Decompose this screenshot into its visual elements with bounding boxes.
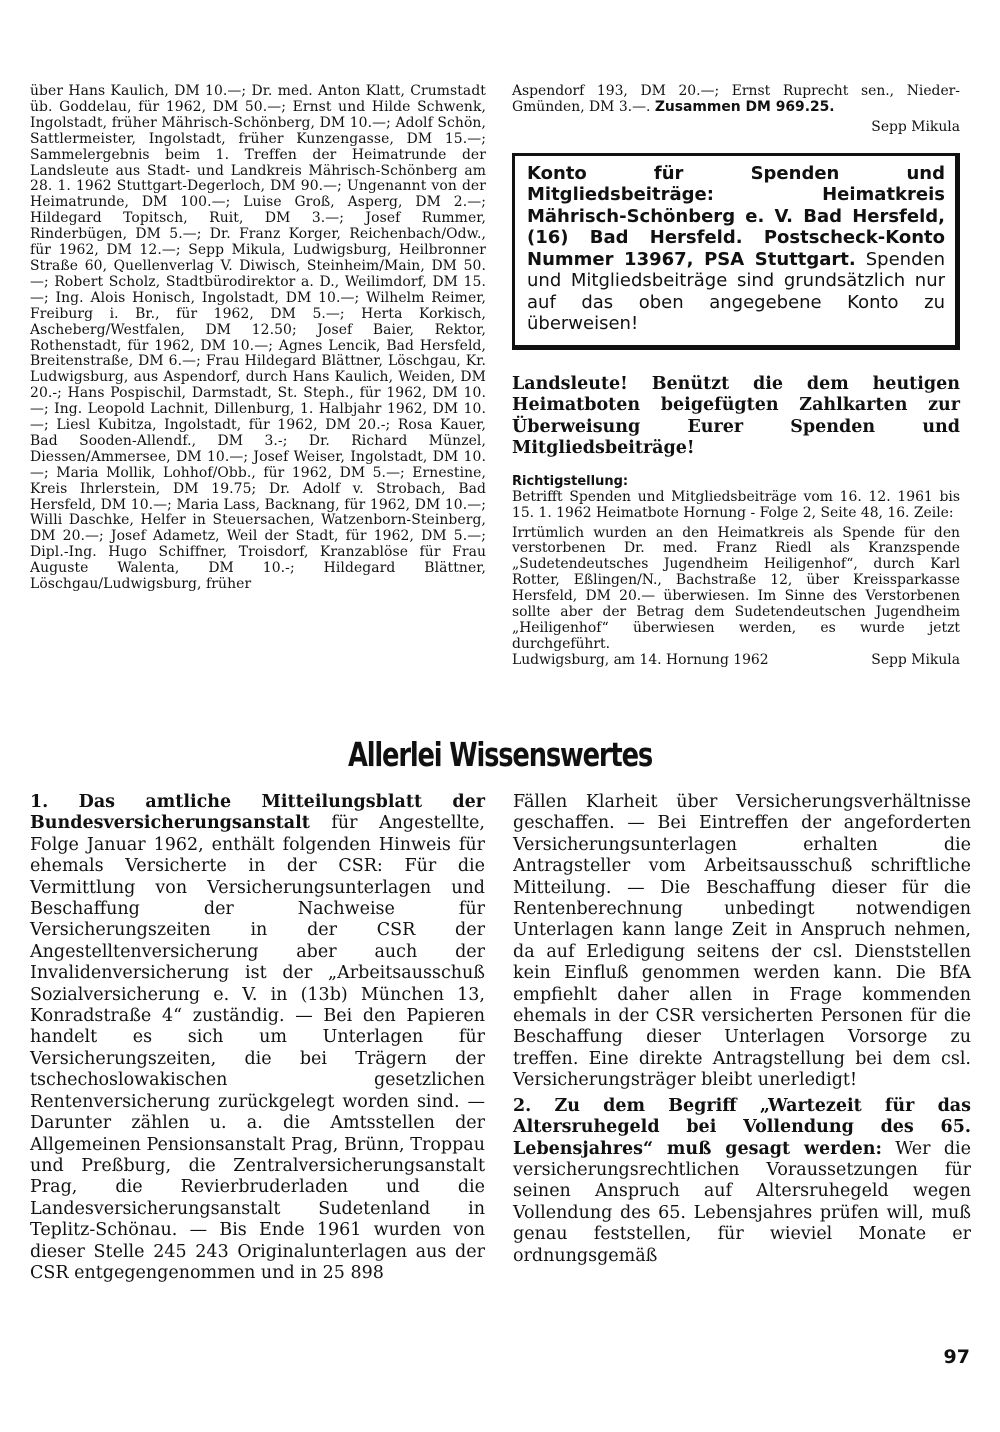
article-item-1-continued: Fällen Klarheit über Versicherungsverhältnisse geschaffen. — Bei Eintreffen der angeforderten Versicherungsunterlagen erhalten die Antragsteller vom Arbeitsausschuß schriftliche Mitteilung. — Die Beschaffung dieser für die Rentenberechnung unbedingt notwendigen Unterlagen kann lange Zeit in Anspruch nehmen, da auf Erledigung seitens der csl. Dienststellen kein Einfluß genommen werden kann. Die BfA empfiehlt daher allen in Frage kommenden ehemals in der CSR versicherten Personen für die Beschaffung dieser Unterlagen Vorsorge zu treffen. Eine direkte Antragstellung bei dem csl. Versicherungsträger bleibt unerledigt! [513, 792, 971, 1091]
article-item-1-text: für Angestellte, Folge Januar 1962, enthält folgenden Hinweis für ehemals Versicherte in der CSR: Für die Vermittlung von Versicherungsunterlagen und Beschaffung der Nachweise für Versicherungszeiten in der CSR der Angestelltenversicherung aber auch der Invalidenversicherung ist der „Arbeitsausschuß Sozialversicherung e. V. in (13b) München 13, Konradstraße 4“ zuständig. — Bei den Papieren handelt es sich um Unterlagen für Versicherungszeiten, die bei Trägern der tschechoslowakischen gesetzlichen Rentenversicherung zurückgelegt worden sind. — Darunter zählen u. a. die Amtsstellen der Allgemeinen Pensionsanstalt Prag, Brünn, Troppau und Preßburg, die Zentralversicherungsanstalt Prag, die Revierbruderladen und die Landesversicherungsanstalt Sudetenland in Teplitz-Schönau. — Bis Ende 1961 wurden von dieser Stelle 245 243 Originalunterlagen aus der CSR entgegengenommen und in 25 898 [30, 813, 485, 1283]
correction-paragraph-2: Irrtümlich wurden an den Heimatkreis als Spende für den verstorbenen Dr. med. Franz Riedl als Kranzspende „Sudetendeutsches Jugendheim Heiligenhof“, durch Karl Rotter, Eßlingen/N., Bachstraße 12, über Kreissparkasse Hersfeld, DM 20.— überwiesen. Im Sinne des Verstorbenen sollte aber der Betrag dem Sudetendeutschen Jugendheim „Heiligenhof“ überwiesen werden, es wurde jetzt durchgeführt. [512, 524, 960, 652]
article-item-2 [513, 1096, 971, 1267]
correction-place-date: Ludwigsburg, am 14. Hornung 1962 [512, 651, 769, 668]
section-headline: Allerlei Wissenswertes [347, 735, 653, 774]
correction-signature: Sepp Mikula [871, 651, 960, 668]
bank-account-box [512, 153, 960, 350]
donation-total: Zusammen DM 969.25. [654, 98, 835, 115]
article-column-right [513, 792, 971, 1267]
correction-heading: Richtigstellung: [512, 473, 629, 489]
correction-paragraph-1: Betrifft Spenden und Mitgliedsbeiträge vom 16. 12. 1961 bis 15. 1. 1962 Heimatbote Hornung - Folge 2, Seite 48, 16. Zeile: [512, 488, 960, 521]
list-signature: Sepp Mikula [871, 118, 960, 135]
right-top-column [512, 84, 960, 669]
article-column-left [30, 792, 485, 1284]
article-item-2-lead: 2. Zu dem Begriff „Wartezeit für das Altersruhegeld bei Vollendung des 65. Lebensjahres“ muß gesagt werden: [513, 1095, 971, 1159]
donation-list-column [30, 84, 486, 593]
article-item-1 [30, 792, 485, 1284]
continuation-text: Aspendorf 193, DM 20.—; Ernst Ruprecht sen., Nieder-Gmünden, DM 3.—. [512, 83, 960, 115]
page-number: 97 [943, 1346, 970, 1368]
bank-account-bold-text: Konto für Spenden und Mitgliedsbeiträge: Heimatkreis Mährisch-Schönberg e. V. Bad Hersfeld, (16) Bad Hersfeld. Postscheck-Konto Nummer 13967, PSA Stuttgart. [527, 162, 945, 270]
article-item-2-text: Wer die versicherungsrechtlichen Voraussetzungen für seinen Anspruch auf Altersruhegeld wegen Vollendung des 65. Lebensjahres prüfen will, muß genau feststellen, für wieviel Monate er ordnungsgemäß [513, 1138, 971, 1266]
donation-list-continuation [512, 84, 960, 116]
bank-account-note: Spenden und Mitgliedsbeiträge sind grundsätzlich nur auf das oben angegebene Konto zu überweisen! [527, 248, 945, 335]
donation-list-text: über Hans Kaulich, DM 10.—; Dr. med. Anton Klatt, Crumstadt üb. Goddelau, für 1962, DM 50.—; Ernst und Hilde Schwenk, Ingolstadt, früher Mährisch-Schönberg, DM 10.—; Adolf Schön, Sattlermeister, Ingolstadt, früher Kunzengasse, DM 15.—; Sammelergebnis beim 1. Treffen der Heimatrunde der Landsleute aus Stadt- und Landkreis Mährisch-Schönberg am 28. 1. 1962 Stuttgart-Degerloch, DM 90.—; Ungenannt von der Heimatrunde, DM 100.—; Luise Groß, Asperg, DM 2.—; Hildegard Topitsch, Ruit, DM 3.—; Josef Rummer, Rinderbügen, DM 5.—; Dr. Franz Korger, Reichenbach/Odw., für 1962, DM 12.—; Sepp Mikula, Ludwigsburg, Heilbronner Straße 60, Quellenverlag V. Diwisch, Steinheim/Main, DM 50.—; Robert Scholz, Stadtbürodirektor a. D., Weilimdorf, DM 15.—; Ing. Alois Honisch, Ingolstadt, DM 10.—; Wilhelm Reimer, Freiburg i. Br., für 1962, DM 5.—; Herta Korkisch, Ascheberg/Westfalen, DM 12.50; Josef Baier, Rektor, Rothenstadt, für 1962, DM 10.—; Agnes Lencik, Bad Hersfeld, Breitenstraße, DM 6.—; Frau Hildegard Blättner, Löschgau, Kr. Ludwigsburg, aus Aspendorf, durch Hans Kaulich, Weiden, DM 20.-; Hans Pospischil, Darmstadt, St. Steph., für 1962, DM 10.—; Ing. Leopold Lachnit, Dillenburg, 1. Halbjahr 1962, DM 10.—; Liesl Kubitza, Ingolstadt, für 1962, DM 20.-; Rosa Kauer, Bad Sooden-Allendf., DM 3.-; Dr. Richard Münzel, Diessen/Ammersee, DM 10.—; Josef Weiser, Ingolstadt, DM 10.—; Maria Mollik, Lohhof/Obb., für 1962, DM 5.—; Ernestine, Kreis Ihrlerstein, DM 19.75; Dr. Adolf v. Strobach, Bad Hersfeld, DM 10.—; Maria Lass, Backnang, für 1962, DM 10.—; Willi Daschke, Helfer in Steuersachen, Watzenborn-Steinberg, DM 20.—; Josef Adametz, Weil der Stadt, für 1962, DM 5.—; Dipl.-Ing. Hugo Schiffner, Troisdorf, Kranzablöse für Frau Auguste Walenta, DM 10.-; Hildegard Blättner, Löschgau/Ludwigsburg, früher [30, 83, 486, 593]
landsleute-appeal: Landsleute! Benützt die dem heutigen Heimatboten beigefügten Zahlkarten zur Überweisung Eurer Spenden und Mitgliedsbeiträge! [512, 373, 960, 459]
correction-closing [512, 653, 960, 669]
article-item-1-lead: 1. Das amtliche Mitteilungsblatt der Bundesversicherungsanstalt [30, 792, 485, 834]
